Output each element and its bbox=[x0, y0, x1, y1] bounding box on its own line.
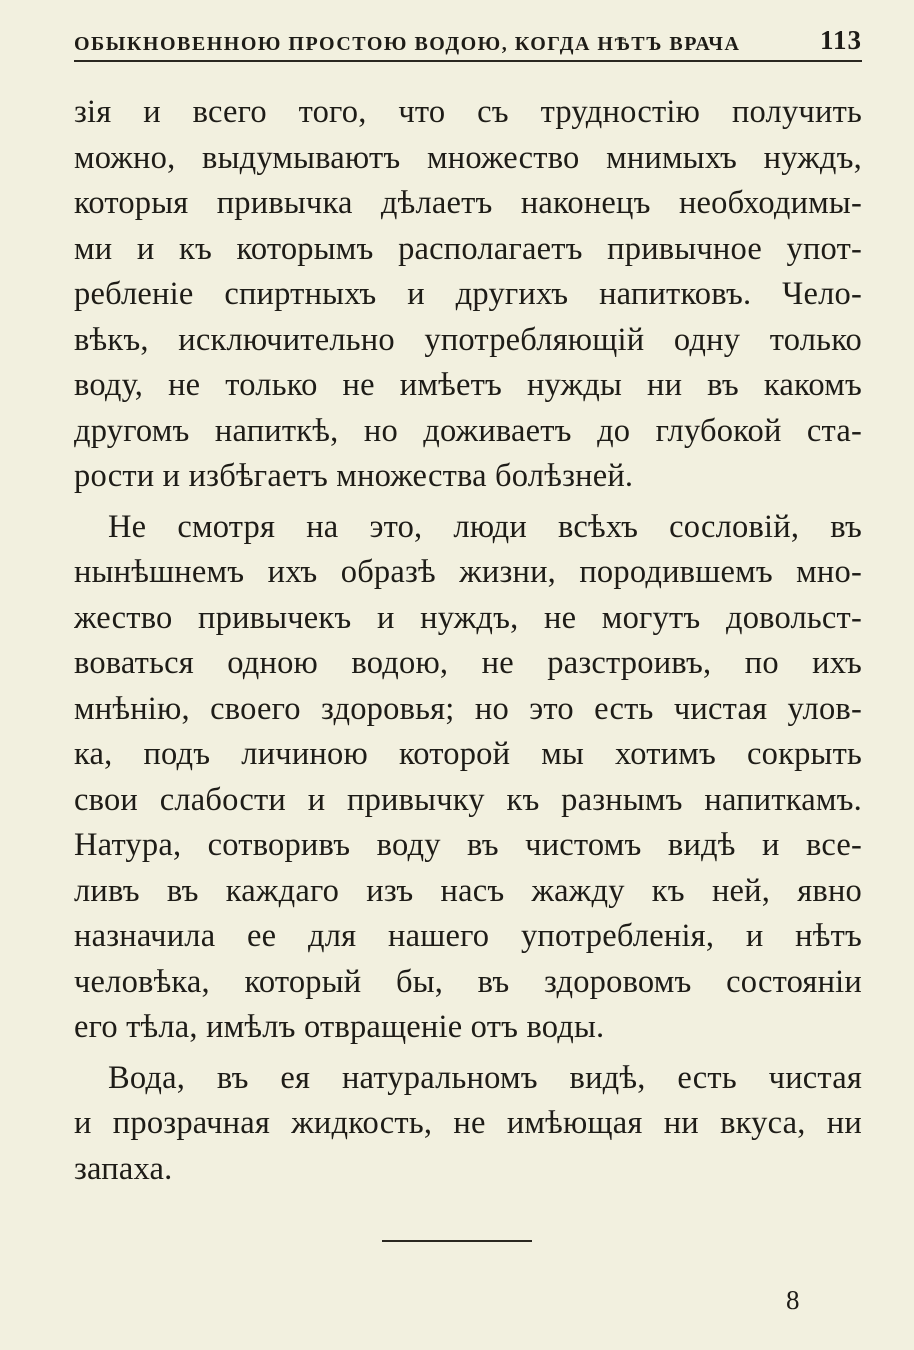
running-head bbox=[74, 22, 862, 56]
text-line: ребленіе спиртныхъ и другихъ напитковъ. Чело- bbox=[74, 276, 862, 312]
paragraph-1 bbox=[74, 90, 862, 500]
text-line: жество привычекъ и нуждъ, не могутъ довольст- bbox=[74, 599, 862, 636]
text-line: Вода, въ ея натуральномъ видѣ, есть чистая bbox=[108, 1059, 862, 1096]
text-line: свои слабости и привычку къ разнымъ напиткамъ. bbox=[74, 781, 862, 818]
text-line: Натура, сотворивъ воду въ чистомъ видѣ и все- bbox=[74, 827, 862, 863]
paragraph-3 bbox=[74, 1056, 862, 1193]
text-line: воду, не только не имѣетъ нужды ни въ какомъ bbox=[74, 367, 862, 403]
body-text bbox=[74, 90, 862, 1192]
running-title: ОБЫКНОВЕННОЮ ПРОСТОЮ ВОДОЮ, КОГДА НѢТЪ ВРАЧА bbox=[74, 33, 741, 55]
footer-rule bbox=[382, 1240, 532, 1242]
page-number: 113 bbox=[819, 25, 862, 55]
text-line: зія и всего того, что съ трудностію получить bbox=[74, 94, 862, 130]
text-line: запаха. bbox=[74, 1150, 173, 1187]
text-line: рости и избѣгаетъ множества болѣзней. bbox=[74, 458, 634, 494]
text-line: назначила ее для нашего употребленія, и нѣтъ bbox=[74, 918, 862, 954]
text-line: его тѣла, имѣлъ отвращеніе отъ воды. bbox=[74, 1009, 605, 1045]
text-line: Не смотря на это, люди всѣхъ сословій, въ bbox=[108, 508, 862, 545]
text-line: человѣка, который бы, въ здоровомъ состояніи bbox=[74, 963, 862, 1000]
text-line: которыя привычка дѣлаетъ наконецъ необходимы- bbox=[74, 185, 862, 221]
text-line: нынѣшнемъ ихъ образѣ жизни, породившемъ мно- bbox=[74, 554, 862, 590]
text-line: другомъ напиткѣ, но доживаетъ до глубокой ста- bbox=[74, 412, 862, 449]
text-line: воваться одною водою, не разстроивъ, по ихъ bbox=[74, 645, 862, 681]
text-line: и прозрачная жидкость, не имѣющая ни вкуса, ни bbox=[74, 1105, 862, 1141]
header-rule bbox=[74, 60, 862, 62]
text-line: можно, выдумываютъ множество мнимыхъ нуждъ, bbox=[74, 139, 862, 176]
text-line: мнѣнію, своего здоровья; но это есть чистая улов- bbox=[74, 690, 862, 727]
paragraph-2 bbox=[74, 505, 862, 1051]
signature-mark: 8 bbox=[786, 1285, 800, 1315]
text-line: ливъ въ каждаго изъ насъ жажду къ ней, явно bbox=[74, 872, 862, 909]
text-line: вѣкъ, исключительно употребляющій одну только bbox=[74, 321, 862, 358]
text-line: ка, подъ личиною которой мы хотимъ сокрыть bbox=[74, 736, 862, 772]
text-line: ми и къ которымъ располагаетъ привычное упот- bbox=[74, 230, 862, 267]
